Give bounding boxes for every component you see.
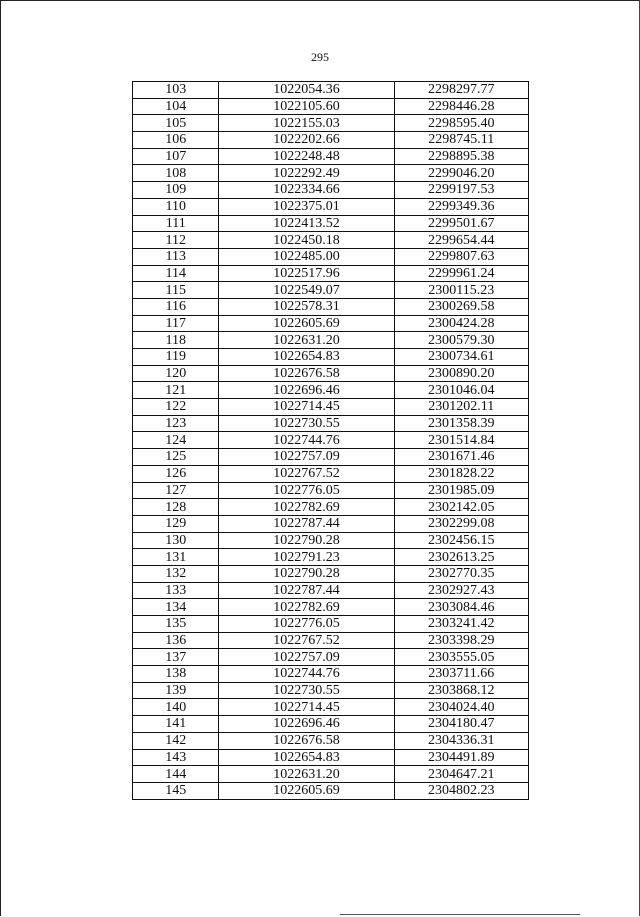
x-coordinate-cell: 1022605.69	[219, 315, 394, 332]
y-coordinate-cell: 2301046.04	[394, 382, 528, 399]
table-row	[133, 449, 529, 466]
table-row	[133, 682, 529, 699]
y-coordinate-cell: 2302456.15	[394, 532, 528, 549]
y-coordinate-cell: 2302927.43	[394, 582, 528, 599]
point-id-cell: 117	[133, 315, 219, 332]
point-id-cell: 140	[133, 699, 219, 716]
y-coordinate-cell: 2301514.84	[394, 432, 528, 449]
table-row	[133, 298, 529, 315]
point-id-cell: 113	[133, 248, 219, 265]
y-coordinate-cell: 2304024.40	[394, 699, 528, 716]
table-row	[133, 365, 529, 382]
table-row	[133, 265, 529, 282]
point-id-cell: 126	[133, 465, 219, 482]
y-coordinate-cell: 2303711.66	[394, 666, 528, 683]
y-coordinate-cell: 2300579.30	[394, 332, 528, 349]
x-coordinate-cell: 1022744.76	[219, 432, 394, 449]
table-row	[133, 649, 529, 666]
x-coordinate-cell: 1022776.05	[219, 616, 394, 633]
y-coordinate-cell: 2300115.23	[394, 282, 528, 299]
point-id-cell: 142	[133, 732, 219, 749]
table-row	[133, 148, 529, 165]
x-coordinate-cell: 1022790.28	[219, 565, 394, 582]
table-row	[133, 565, 529, 582]
point-id-cell: 115	[133, 282, 219, 299]
y-coordinate-cell: 2298745.11	[394, 132, 528, 149]
y-coordinate-cell: 2304180.47	[394, 716, 528, 733]
x-coordinate-cell: 1022676.58	[219, 732, 394, 749]
point-id-cell: 104	[133, 98, 219, 115]
x-coordinate-cell: 1022549.07	[219, 282, 394, 299]
x-coordinate-cell: 1022054.36	[219, 82, 394, 99]
point-id-cell: 128	[133, 499, 219, 516]
table-row	[133, 432, 529, 449]
x-coordinate-cell: 1022787.44	[219, 582, 394, 599]
table-row	[133, 132, 529, 149]
point-id-cell: 145	[133, 782, 219, 799]
x-coordinate-cell: 1022696.46	[219, 716, 394, 733]
x-coordinate-cell: 1022730.55	[219, 682, 394, 699]
coordinates-table-body	[133, 82, 529, 800]
point-id-cell: 133	[133, 582, 219, 599]
x-coordinate-cell: 1022413.52	[219, 215, 394, 232]
table-row	[133, 415, 529, 432]
x-coordinate-cell: 1022744.76	[219, 666, 394, 683]
y-coordinate-cell: 2301828.22	[394, 465, 528, 482]
point-id-cell: 130	[133, 532, 219, 549]
point-id-cell: 109	[133, 182, 219, 199]
table-row	[133, 282, 529, 299]
point-id-cell: 116	[133, 298, 219, 315]
x-coordinate-cell: 1022776.05	[219, 482, 394, 499]
table-row	[133, 482, 529, 499]
y-coordinate-cell: 2299961.24	[394, 265, 528, 282]
x-coordinate-cell: 1022631.20	[219, 332, 394, 349]
x-coordinate-cell: 1022105.60	[219, 98, 394, 115]
y-coordinate-cell: 2298297.77	[394, 82, 528, 99]
x-coordinate-cell: 1022730.55	[219, 415, 394, 432]
y-coordinate-cell: 2299654.44	[394, 232, 528, 249]
table-row	[133, 215, 529, 232]
x-coordinate-cell: 1022782.69	[219, 499, 394, 516]
y-coordinate-cell: 2298895.38	[394, 148, 528, 165]
y-coordinate-cell: 2300269.58	[394, 298, 528, 315]
x-coordinate-cell: 1022714.45	[219, 399, 394, 416]
y-coordinate-cell: 2299501.67	[394, 215, 528, 232]
point-id-cell: 107	[133, 148, 219, 165]
y-coordinate-cell: 2299349.36	[394, 198, 528, 215]
point-id-cell: 103	[133, 82, 219, 99]
table-row	[133, 699, 529, 716]
y-coordinate-cell: 2304336.31	[394, 732, 528, 749]
table-row	[133, 98, 529, 115]
y-coordinate-cell: 2302613.25	[394, 549, 528, 566]
table-row	[133, 499, 529, 516]
y-coordinate-cell: 2299197.53	[394, 182, 528, 199]
y-coordinate-cell: 2304491.89	[394, 749, 528, 766]
y-coordinate-cell: 2300890.20	[394, 365, 528, 382]
x-coordinate-cell: 1022334.66	[219, 182, 394, 199]
point-id-cell: 121	[133, 382, 219, 399]
x-coordinate-cell: 1022375.01	[219, 198, 394, 215]
point-id-cell: 136	[133, 632, 219, 649]
x-coordinate-cell: 1022790.28	[219, 532, 394, 549]
x-coordinate-cell: 1022654.83	[219, 749, 394, 766]
y-coordinate-cell: 2301202.11	[394, 399, 528, 416]
table-row	[133, 582, 529, 599]
bottom-edge-mark	[340, 914, 580, 915]
table-row	[133, 632, 529, 649]
table-row	[133, 248, 529, 265]
point-id-cell: 143	[133, 749, 219, 766]
table-row	[133, 599, 529, 616]
x-coordinate-cell: 1022517.96	[219, 265, 394, 282]
point-id-cell: 106	[133, 132, 219, 149]
y-coordinate-cell: 2304802.23	[394, 782, 528, 799]
x-coordinate-cell: 1022292.49	[219, 165, 394, 182]
x-coordinate-cell: 1022248.48	[219, 148, 394, 165]
table-row	[133, 749, 529, 766]
point-id-cell: 131	[133, 549, 219, 566]
x-coordinate-cell: 1022767.52	[219, 632, 394, 649]
table-row	[133, 332, 529, 349]
y-coordinate-cell: 2301985.09	[394, 482, 528, 499]
point-id-cell: 111	[133, 215, 219, 232]
x-coordinate-cell: 1022782.69	[219, 599, 394, 616]
y-coordinate-cell: 2298446.28	[394, 98, 528, 115]
x-coordinate-cell: 1022155.03	[219, 115, 394, 132]
table-row	[133, 515, 529, 532]
point-id-cell: 118	[133, 332, 219, 349]
table-row	[133, 349, 529, 366]
point-id-cell: 141	[133, 716, 219, 733]
page-number: 295	[311, 50, 329, 64]
table-row	[133, 232, 529, 249]
table-row	[133, 198, 529, 215]
x-coordinate-cell: 1022767.52	[219, 465, 394, 482]
table-row	[133, 782, 529, 799]
point-id-cell: 122	[133, 399, 219, 416]
x-coordinate-cell: 1022654.83	[219, 349, 394, 366]
y-coordinate-cell: 2303084.46	[394, 599, 528, 616]
table-row	[133, 115, 529, 132]
y-coordinate-cell: 2301671.46	[394, 449, 528, 466]
x-coordinate-cell: 1022676.58	[219, 365, 394, 382]
point-id-cell: 134	[133, 599, 219, 616]
table-row	[133, 165, 529, 182]
x-coordinate-cell: 1022791.23	[219, 549, 394, 566]
y-coordinate-cell: 2298595.40	[394, 115, 528, 132]
y-coordinate-cell: 2303398.29	[394, 632, 528, 649]
point-id-cell: 139	[133, 682, 219, 699]
table-row	[133, 766, 529, 783]
point-id-cell: 125	[133, 449, 219, 466]
table-row	[133, 732, 529, 749]
x-coordinate-cell: 1022696.46	[219, 382, 394, 399]
point-id-cell: 110	[133, 198, 219, 215]
x-coordinate-cell: 1022485.00	[219, 248, 394, 265]
y-coordinate-cell: 2299807.63	[394, 248, 528, 265]
coordinates-table	[132, 81, 529, 800]
y-coordinate-cell: 2303555.05	[394, 649, 528, 666]
table-row	[133, 182, 529, 199]
y-coordinate-cell: 2300424.28	[394, 315, 528, 332]
point-id-cell: 135	[133, 616, 219, 633]
point-id-cell: 144	[133, 766, 219, 783]
point-id-cell: 127	[133, 482, 219, 499]
y-coordinate-cell: 2304647.21	[394, 766, 528, 783]
x-coordinate-cell: 1022787.44	[219, 515, 394, 532]
point-id-cell: 114	[133, 265, 219, 282]
point-id-cell: 132	[133, 565, 219, 582]
point-id-cell: 108	[133, 165, 219, 182]
y-coordinate-cell: 2299046.20	[394, 165, 528, 182]
y-coordinate-cell: 2302770.35	[394, 565, 528, 582]
table-row	[133, 315, 529, 332]
y-coordinate-cell: 2301358.39	[394, 415, 528, 432]
point-id-cell: 112	[133, 232, 219, 249]
y-coordinate-cell: 2303241.42	[394, 616, 528, 633]
point-id-cell: 105	[133, 115, 219, 132]
table-row	[133, 82, 529, 99]
point-id-cell: 129	[133, 515, 219, 532]
x-coordinate-cell: 1022714.45	[219, 699, 394, 716]
point-id-cell: 123	[133, 415, 219, 432]
point-id-cell: 119	[133, 349, 219, 366]
table-row	[133, 666, 529, 683]
point-id-cell: 124	[133, 432, 219, 449]
x-coordinate-cell: 1022605.69	[219, 782, 394, 799]
table-row	[133, 716, 529, 733]
x-coordinate-cell: 1022202.66	[219, 132, 394, 149]
point-id-cell: 120	[133, 365, 219, 382]
point-id-cell: 137	[133, 649, 219, 666]
x-coordinate-cell: 1022757.09	[219, 649, 394, 666]
x-coordinate-cell: 1022450.18	[219, 232, 394, 249]
x-coordinate-cell: 1022757.09	[219, 449, 394, 466]
x-coordinate-cell: 1022631.20	[219, 766, 394, 783]
point-id-cell: 138	[133, 666, 219, 683]
y-coordinate-cell: 2302299.08	[394, 515, 528, 532]
y-coordinate-cell: 2303868.12	[394, 682, 528, 699]
table-row	[133, 616, 529, 633]
y-coordinate-cell: 2302142.05	[394, 499, 528, 516]
table-row	[133, 399, 529, 416]
table-row	[133, 465, 529, 482]
y-coordinate-cell: 2300734.61	[394, 349, 528, 366]
table-row	[133, 532, 529, 549]
x-coordinate-cell: 1022578.31	[219, 298, 394, 315]
table-row	[133, 549, 529, 566]
table-row	[133, 382, 529, 399]
